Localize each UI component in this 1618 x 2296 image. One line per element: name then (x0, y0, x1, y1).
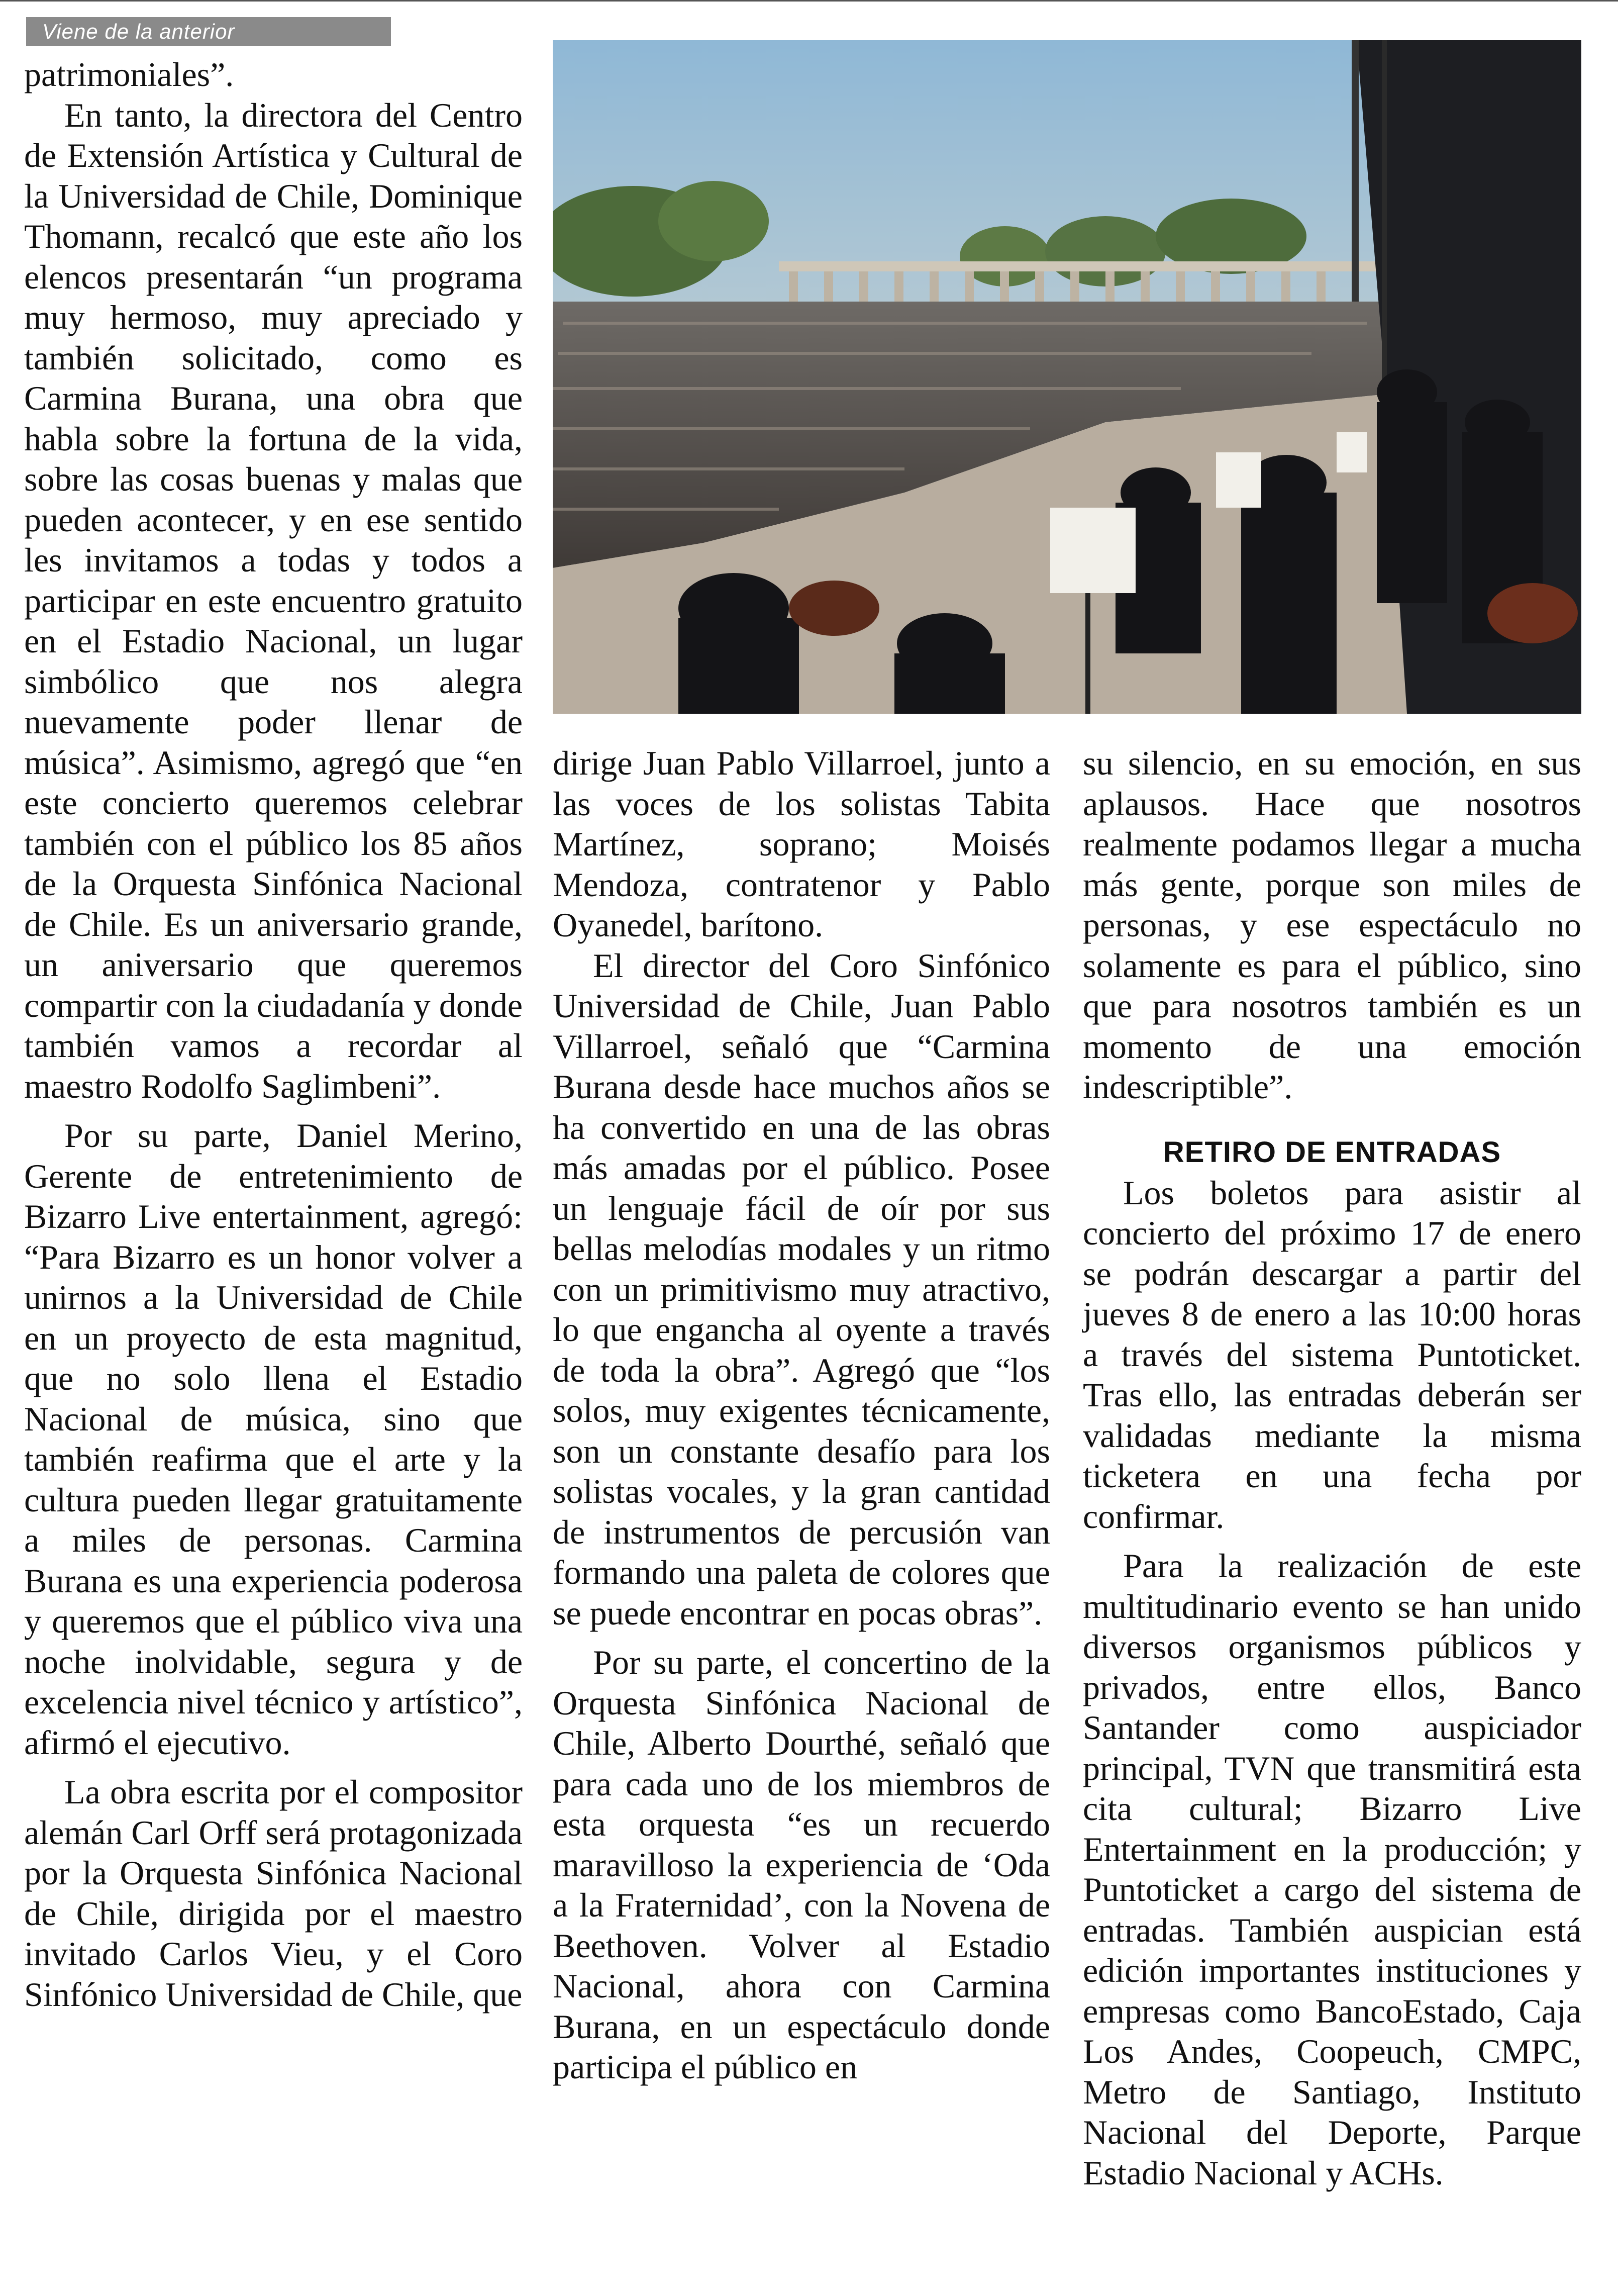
concert-photo (553, 40, 1581, 714)
paragraph: La obra escrita por el compositor alemán Carl Orff será protagonizada por la Orquesta Sinfónica Nacional de Chile, dirigida por el maestro invitado Carlos Vieu, y el Coro Sinfónico Universidad de Chile, que (24, 1773, 523, 2014)
paragraph: Por su parte, el concertino de la Orquesta Sinfónica Nacional de Chile, Alberto Dourthé, señaló que para cada uno de los miembros de esta orquesta “es un recuerdo maravilloso la experiencia de ‘Oda a la Fraternidad’, con la Novena de Beethoven. Volver al Estadio Nacional, ahora con Carmina Burana, en un espectáculo donde participa el público en (553, 1643, 1050, 2086)
continued-label: Viene de la anterior (26, 17, 391, 46)
paragraph: En tanto, la directora del Centro de Extensión Artística y Cultural de la Universidad de Chile, Dominique Thomann, recalcó que este año los elencos presentarán “un programa muy hermoso, muy apreciado y también solicitado, como es Carmina Burana, una obra que habla sobre la fortuna de la vida, sobre las cosas buenas y malas que pueden acontecer, y en ese sentido les invitamos a todas y todos a participar en este encuentro gratuito en el Estadio Nacional, un lugar simbólico que nos alegra nuevamente poder llenar de música”. Asimismo, agregó que “en este concierto queremos celebrar también con el público los 85 años de la Orquesta Sinfónica Nacional de Chile. Es un aniversario grande, un aniversario que queremos compartir con la ciudadanía y donde también vamos a recordar al maestro Rodolfo Saglimbeni”. (24, 95, 523, 1105)
top-rule (0, 0, 1618, 2)
article-column-2 (553, 743, 1050, 2087)
paragraph: Para la realización de este multitudinario evento se han unido diversos organismos públicos y privados, entre ellos, Banco Santander como auspiciador principal, TVN que transmitirá esta cita cultural; Bizarro Live Entertainment en la producción; y Puntoticket a cargo del sistema de entradas. También auspician está edición importantes instituciones y empresas como BancoEstado, Caja Los Andes, Coopeuch, CMPC, Metro de Santiago, Instituto Nacional del Deporte, Parque Estadio Nacional y ACHs. (1083, 1547, 1581, 2192)
paragraph: dirige Juan Pablo Villarroel, junto a las voces de los solistas Tabita Martínez, soprano; Moisés Mendoza, contratenor y Pablo Oyanedel, barítono. (553, 744, 1050, 944)
paragraph: El director del Coro Sinfónico Universidad de Chile, Juan Pablo Villarroel, señaló que “Carmina Burana desde hace muchos años se ha convertido en una de las obras más amadas por el público. Posee un lenguaje fácil de oír por sus bellas melodías modales y un ritmo con un primitivismo muy atractivo, lo que engancha al oyente a través de toda la obra”. Agregó que “los solos, muy exigentes técnicamente, son un constante desafío para los solistas vocales, y la gran cantidad de instrumentos de percusión van formando una paleta de colores que se puede encontrar en pocas obras”. (553, 946, 1050, 1632)
paragraph: Los boletos para asistir al concierto del próximo 17 de enero se podrán descargar a partir del jueves 8 de enero a las 10:00 horas a través del sistema Puntoticket. Tras ello, las entradas deberán ser validadas mediante la misma ticketera en una fecha por confirmar. (1083, 1173, 1581, 1536)
concert-photo-icon (553, 40, 1581, 714)
article-column-3 (1083, 743, 1581, 2193)
paragraph: patrimoniales”. (24, 55, 234, 93)
section-heading: RETIRO DE ENTRADAS (1163, 1135, 1501, 1169)
article-column-1 (24, 54, 523, 2015)
paragraph: Por su parte, Daniel Merino, Gerente de entretenimiento de Bizarro Live entertainment, agregó: “Para Bizarro es un honor volver a unirnos a la Universidad de Chile en un proyecto de esta magnitud, que no solo llena el Estadio Nacional de música, sino que también reafirma que el arte y la cultura pueden llegar gratuitamente a miles de personas. Carmina Burana es una experiencia poderosa y queremos que el público viva una noche inolvidable, segura y de excelencia nivel técnico y artístico”, afirmó el ejecutivo. (24, 1116, 523, 1762)
paragraph: su silencio, en su emoción, en sus aplausos. Hace que nosotros realmente podamos llegar a mucha más gente, porque son miles de personas, y ese espectáculo no solamente es para el público, sino que para nosotros también es un momento de una emoción indescriptible”. (1083, 744, 1581, 1106)
